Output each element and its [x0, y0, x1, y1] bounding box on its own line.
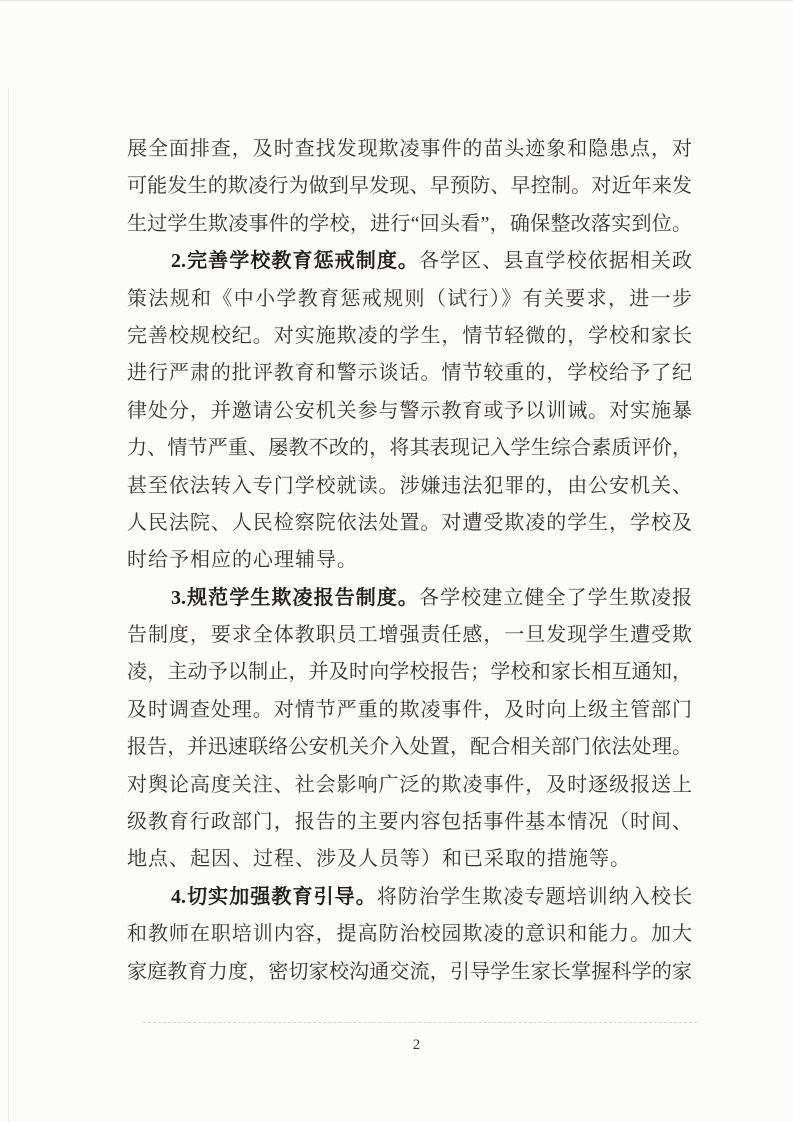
footer-rule [143, 1022, 697, 1023]
document-line: 家庭教育力度，密切家校沟通交流，引导学生家长掌握科学的家 [127, 960, 692, 983]
document-line: 及时调查处理。对情节严重的欺凌事件，及时向上级主管部门 [127, 698, 692, 721]
paragraph-heading: 3.规范学生欺凌报告制度。 [171, 586, 419, 609]
document-body [127, 131, 692, 991]
document-line: 策法规和《中小学教育惩戒规则（试行）》有关要求，进一步 [127, 287, 692, 310]
document-line: 报告，并迅速联络公安机关介入处置，配合相关部门依法处理。 [127, 736, 692, 759]
document-line: 力、情节严重、屡教不改的，将其表现记入学生综合素质评价， [127, 437, 692, 460]
page-number: 2 [412, 1037, 421, 1053]
document-line: 人民法院、人民检察院依法处置。对遭受欺凌的学生，学校及 [127, 511, 692, 534]
document-line: 生过学生欺凌事件的学校，进行“回头看”，确保整改落实到位。 [127, 212, 692, 235]
document-line: 2.完善学校教育惩戒制度。各学区、县直学校依据相关政 [171, 250, 692, 273]
document-line: 级教育行政部门，报告的主要内容包括事件基本情况（时间、 [127, 811, 692, 834]
paragraph-heading: 4.切实加强教育引导。 [171, 885, 377, 908]
document-line: 4.切实加强教育引导。将防治学生欺凌专题培训纳入校长 [171, 885, 692, 908]
document-line: 告制度，要求全体教职员工增强责任感，一旦发现学生遭受欺 [127, 624, 692, 647]
document-line: 时给予相应的心理辅导。 [127, 549, 358, 572]
document-line: 对舆论高度关注、社会影响广泛的欺凌事件，及时逐级报送上 [127, 773, 692, 796]
scan-top-edge-artifact [0, 0, 793, 2]
scan-left-edge-artifact [8, 88, 9, 1122]
document-line: 和教师在职培训内容，提高防治校园欺凌的意识和能力。加大 [127, 923, 692, 946]
document-line: 地点、起因、过程、涉及人员等）和已采取的措施等。 [127, 848, 631, 871]
document-line: 3.规范学生欺凌报告制度。各学校建立健全了学生欺凌报 [171, 586, 692, 609]
document-line: 进行严肃的批评教育和警示谈话。情节较重的，学校给予了纪 [127, 362, 692, 385]
document-line: 律处分，并邀请公安机关参与警示教育或予以训诫。对实施暴 [127, 399, 692, 422]
paragraph-heading: 2.完善学校教育惩戒制度。 [171, 250, 419, 273]
document-line: 甚至依法转入专门学校就读。涉嫌违法犯罪的，由公安机关、 [127, 474, 692, 497]
document-line: 完善校规校纪。对实施欺凌的学生，情节轻微的，学校和家长 [127, 324, 692, 347]
document-line: 展全面排查，及时查找发现欺凌事件的苗头迹象和隐患点，对 [127, 138, 692, 160]
document-line: 可能发生的欺凌行为做到早发现、早预防、早控制。对近年来发 [127, 175, 692, 198]
document-line: 凌，主动予以制止，并及时向学校报告；学校和家长相互通知， [127, 661, 692, 684]
